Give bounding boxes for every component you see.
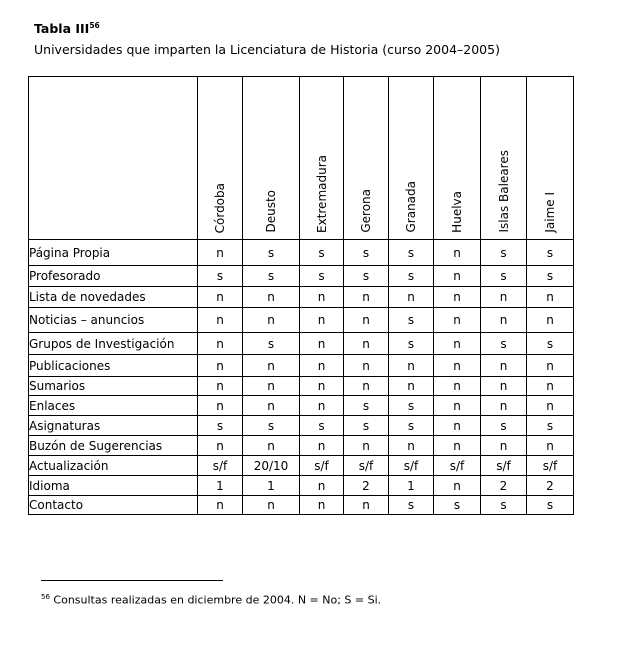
table-cell: s — [344, 396, 389, 416]
table-row — [29, 436, 574, 456]
table-cell: n — [434, 333, 481, 355]
table-cell: n — [300, 333, 344, 355]
row-label: Sumarios — [29, 377, 198, 396]
column-header-label: Granada — [404, 181, 418, 233]
column-header — [481, 77, 527, 240]
table-cell: n — [243, 496, 300, 515]
table-cell: s — [389, 416, 434, 436]
row-label: Actualización — [29, 456, 198, 476]
title-footnote-ref: 56 — [89, 21, 100, 30]
column-header-label: Huelva — [450, 191, 464, 233]
table-cell: n — [300, 308, 344, 333]
table-cell: n — [300, 436, 344, 456]
table-cell: 1 — [389, 476, 434, 496]
table-cell: n — [243, 355, 300, 377]
table-subtitle: Universidades que imparten la Licenciatura de Historia (curso 2004–2005) — [34, 42, 500, 57]
table-cell: n — [243, 396, 300, 416]
table-cell: n — [481, 436, 527, 456]
table-row — [29, 416, 574, 436]
table-cell: n — [527, 436, 574, 456]
table-cell: n — [527, 396, 574, 416]
table-title-text: Tabla III — [34, 21, 90, 37]
column-header — [344, 77, 389, 240]
column-header — [389, 77, 434, 240]
table-row — [29, 287, 574, 308]
table-cell: s — [481, 266, 527, 287]
table-cell: n — [527, 287, 574, 308]
row-label: Noticias – anuncios — [29, 308, 198, 333]
table-cell: n — [434, 287, 481, 308]
table-cell: n — [434, 436, 481, 456]
table-cell: n — [389, 287, 434, 308]
corner-cell — [29, 77, 198, 240]
table-cell: s — [389, 266, 434, 287]
row-label: Lista de novedades — [29, 287, 198, 308]
table-cell: s — [243, 240, 300, 266]
table-row — [29, 396, 574, 416]
table-cell: n — [481, 377, 527, 396]
table-cell: n — [389, 377, 434, 396]
column-header — [434, 77, 481, 240]
table-cell: s — [344, 266, 389, 287]
table-cell: n — [300, 496, 344, 515]
row-label: Página Propia — [29, 240, 198, 266]
table-cell: n — [481, 396, 527, 416]
column-header-label: Extremadura — [314, 155, 329, 233]
table-cell: s/f — [344, 456, 389, 476]
table-cell: n — [300, 476, 344, 496]
table-cell: n — [243, 377, 300, 396]
header-row — [29, 77, 574, 240]
table-cell: n — [198, 308, 243, 333]
table-cell: n — [344, 377, 389, 396]
column-header — [527, 77, 574, 240]
table-row — [29, 355, 574, 377]
table-cell: s — [527, 240, 574, 266]
table-cell: n — [481, 355, 527, 377]
row-label: Grupos de Investigación — [29, 333, 198, 355]
table-body — [29, 240, 574, 515]
row-label: Idioma — [29, 476, 198, 496]
column-header — [300, 77, 344, 240]
table-cell: n — [434, 355, 481, 377]
table-cell: n — [344, 496, 389, 515]
table-cell: s/f — [527, 456, 574, 476]
table-cell: s/f — [434, 456, 481, 476]
table-cell: n — [344, 308, 389, 333]
table-cell: s — [434, 496, 481, 515]
table-row — [29, 266, 574, 287]
table-cell: s — [300, 240, 344, 266]
table-cell: s — [389, 240, 434, 266]
table-cell: n — [198, 240, 243, 266]
row-label: Profesorado — [29, 266, 198, 287]
table-cell: n — [198, 436, 243, 456]
table-cell: s — [344, 416, 389, 436]
table-cell: n — [434, 377, 481, 396]
table-cell: n — [434, 240, 481, 266]
table-cell: n — [198, 396, 243, 416]
table-cell: s — [527, 496, 574, 515]
table-cell: s — [389, 308, 434, 333]
table-cell: n — [481, 287, 527, 308]
table-row — [29, 377, 574, 396]
column-header — [243, 77, 300, 240]
table-cell: s — [481, 240, 527, 266]
column-header-label: Gerona — [359, 189, 373, 233]
table-cell: s — [389, 333, 434, 355]
table-cell: s — [389, 396, 434, 416]
table-cell: s — [481, 333, 527, 355]
table-row — [29, 308, 574, 333]
table-cell: s — [300, 266, 344, 287]
table-cell: s/f — [389, 456, 434, 476]
table-cell: s — [243, 416, 300, 436]
table-cell: 2 — [344, 476, 389, 496]
table-row — [29, 496, 574, 515]
table-cell: n — [198, 496, 243, 515]
universities-table — [28, 76, 574, 515]
table-cell: s/f — [198, 456, 243, 476]
row-label: Publicaciones — [29, 355, 198, 377]
table-cell: n — [243, 287, 300, 308]
table-cell: 2 — [481, 476, 527, 496]
table-cell: s — [243, 333, 300, 355]
column-header-label: Jaime I — [543, 192, 557, 233]
table-cell: s — [481, 496, 527, 515]
table-cell: n — [198, 287, 243, 308]
table-cell: n — [434, 396, 481, 416]
table-cell: s — [481, 416, 527, 436]
row-label: Buzón de Sugerencias — [29, 436, 198, 456]
table-cell: n — [344, 287, 389, 308]
table-cell: n — [434, 476, 481, 496]
table-row — [29, 240, 574, 266]
table-cell: n — [527, 377, 574, 396]
column-header-label: Deusto — [264, 190, 278, 233]
table-cell: s — [389, 496, 434, 515]
table-cell: n — [300, 377, 344, 396]
table-title — [34, 21, 100, 36]
table-cell: 1 — [198, 476, 243, 496]
table-cell: n — [389, 436, 434, 456]
table-cell: n — [527, 308, 574, 333]
table-cell: s — [344, 240, 389, 266]
table-row — [29, 456, 574, 476]
table-cell: s — [300, 416, 344, 436]
table-row — [29, 476, 574, 496]
footnote — [41, 593, 381, 607]
table-cell: s/f — [300, 456, 344, 476]
row-label: Contacto — [29, 496, 198, 515]
table-cell: s/f — [481, 456, 527, 476]
table-cell: n — [527, 355, 574, 377]
table-cell: s — [198, 416, 243, 436]
table-cell: s — [198, 266, 243, 287]
table-cell: n — [198, 377, 243, 396]
footnote-divider — [41, 580, 223, 581]
table-cell: n — [243, 436, 300, 456]
table-row — [29, 333, 574, 355]
table-cell: n — [434, 308, 481, 333]
table-cell: n — [344, 436, 389, 456]
table-cell: n — [300, 287, 344, 308]
table-cell: 20/10 — [243, 456, 300, 476]
footnote-ref: 56 — [41, 593, 50, 601]
table-cell: n — [198, 333, 243, 355]
table-cell: n — [300, 355, 344, 377]
column-header-label: Islas Baleares — [496, 150, 511, 233]
table-cell: n — [344, 355, 389, 377]
table-cell: n — [243, 308, 300, 333]
table-cell: 2 — [527, 476, 574, 496]
table-cell: s — [243, 266, 300, 287]
table-cell: s — [527, 333, 574, 355]
table-cell: n — [434, 416, 481, 436]
table-cell: 1 — [243, 476, 300, 496]
table-cell: n — [481, 308, 527, 333]
row-label: Enlaces — [29, 396, 198, 416]
column-header — [198, 77, 243, 240]
table-cell: s — [527, 416, 574, 436]
table-cell: n — [198, 355, 243, 377]
footnote-text: Consultas realizadas en diciembre de 2004. N = No; S = Si. — [49, 593, 382, 607]
table-cell: s — [527, 266, 574, 287]
table-cell: n — [389, 355, 434, 377]
table-cell: n — [344, 333, 389, 355]
table-cell: n — [434, 266, 481, 287]
row-label: Asignaturas — [29, 416, 198, 436]
column-header-label: Córdoba — [213, 182, 227, 233]
table-cell: n — [300, 396, 344, 416]
